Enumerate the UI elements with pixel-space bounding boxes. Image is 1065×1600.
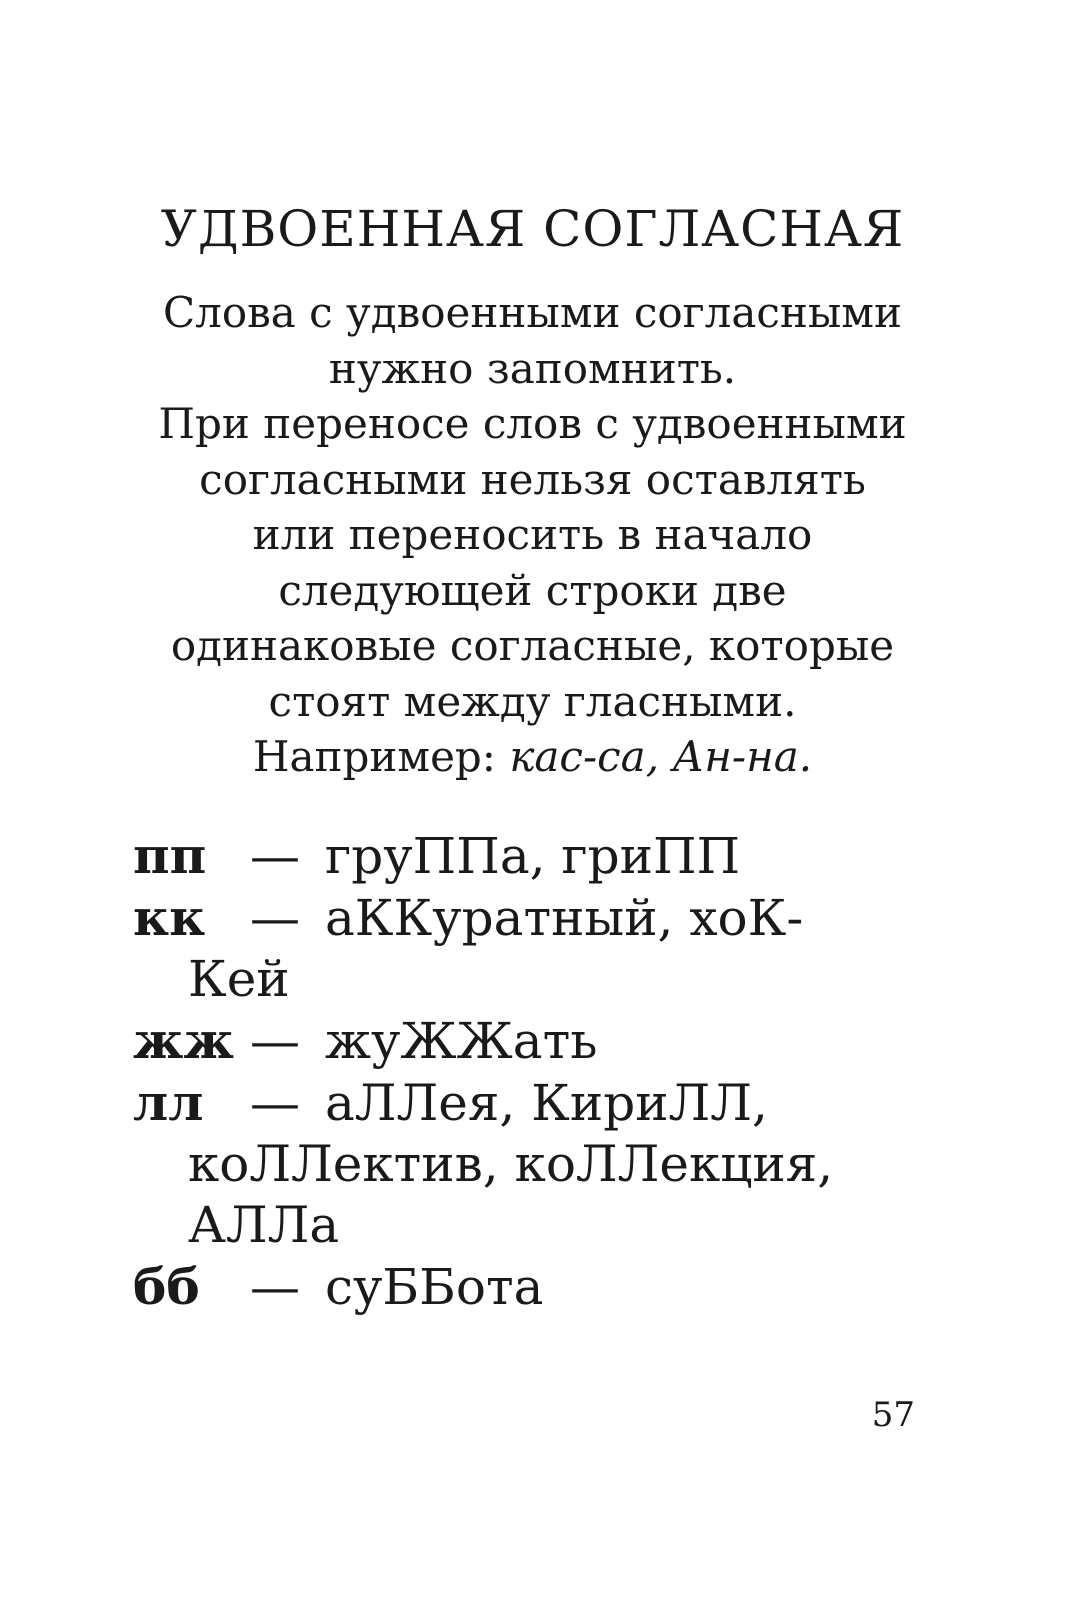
word-entry-continuation: коЛЛектив, коЛЛекция,: [188, 1135, 834, 1193]
rule-line: или переносить в начало: [252, 510, 813, 559]
rule-line: согласными нельзя оставлять: [199, 454, 866, 504]
rule-line: нужно запомнить.: [328, 343, 737, 393]
example-words: суББота: [325, 1258, 544, 1316]
rule-line: следующей строки две: [278, 565, 787, 615]
word-entry: [133, 825, 933, 887]
rule-line: При переносе слов с удвоенными: [158, 399, 907, 448]
word-entry-continuation: Кей: [188, 950, 290, 1008]
example-words: кас-са, Ан-на.: [509, 732, 813, 781]
word-entry: [133, 887, 933, 949]
consonant-pair: кк: [133, 888, 206, 947]
consonant-pair: жж: [133, 1011, 234, 1070]
dash: —: [250, 1074, 300, 1132]
page-number: 57: [871, 1395, 915, 1435]
example-words: груППа, гриПП: [325, 827, 741, 885]
consonant-pair: пп: [133, 826, 207, 885]
example-line: [100, 729, 965, 785]
dash: —: [250, 1012, 300, 1070]
word-entry: [133, 1256, 933, 1318]
rule-line: одинаковые согласные, которые: [170, 621, 895, 670]
word-entry-continuation: АЛЛа: [188, 1196, 340, 1254]
rule-line: Слова с удвоенными согласными: [163, 288, 902, 337]
rule-text: [100, 285, 965, 785]
consonant-pair: лл: [133, 1073, 204, 1132]
rule-line: стоят между гласными.: [268, 676, 797, 726]
dash: —: [250, 827, 300, 885]
example-words: жуЖЖать: [325, 1012, 598, 1070]
word-entry: [133, 1072, 933, 1134]
example-words: аЛЛея, КириЛЛ,: [325, 1074, 768, 1132]
page-title: УДВОЕННАЯ СОГЛАСНАЯ: [160, 200, 905, 258]
example-prefix: Например:: [252, 732, 510, 781]
dash: —: [250, 889, 300, 947]
word-list: [133, 825, 933, 1318]
example-words: аККуратный, хоК-: [325, 889, 804, 947]
word-entry: [133, 1010, 933, 1072]
dash: —: [250, 1258, 300, 1316]
consonant-pair: бб: [133, 1257, 200, 1316]
